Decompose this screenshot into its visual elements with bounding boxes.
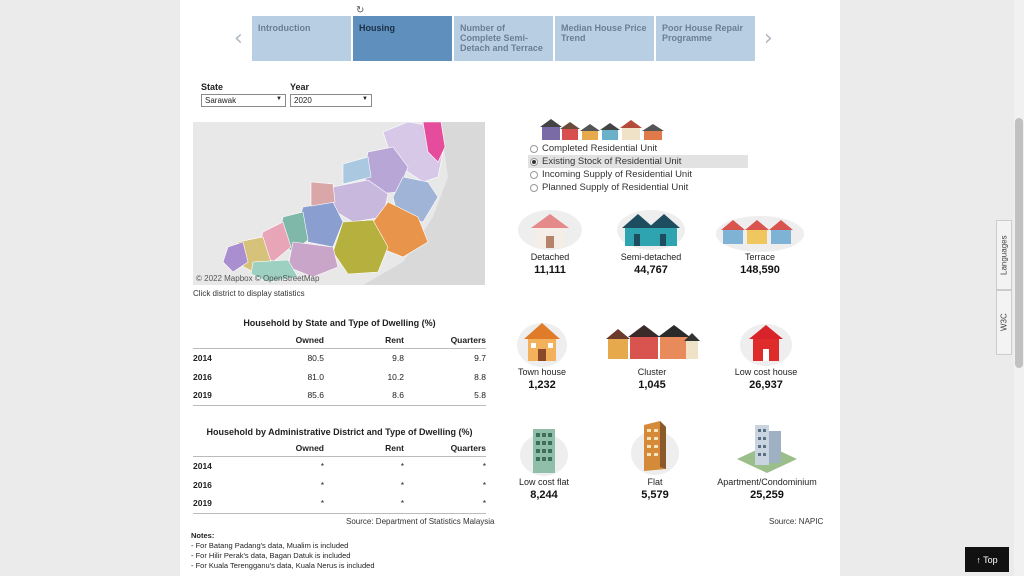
- radio-label: Incoming Supply of Residential Unit: [542, 169, 692, 180]
- table-cell: 85.6: [253, 386, 324, 405]
- radio-selected-icon: [530, 158, 538, 166]
- back-to-top-button[interactable]: ↑ Top: [965, 547, 1009, 572]
- table1-title: Household by State and Type of Dwelling (%): [243, 318, 436, 328]
- table-row: [193, 367, 486, 386]
- radio-icon: [530, 145, 538, 153]
- stat-flat: [600, 425, 710, 501]
- stat-value: 5,579: [641, 489, 669, 501]
- map-hint: Click district to display statistics: [193, 289, 305, 298]
- stat-semi-detached: [596, 200, 706, 276]
- radio-existing-stock[interactable]: [528, 155, 748, 168]
- table-cell: *: [482, 479, 486, 490]
- stat-value: 26,937: [749, 379, 783, 391]
- table-row: [193, 348, 486, 367]
- tab-bar: [252, 16, 755, 61]
- radio-completed[interactable]: [528, 142, 748, 155]
- state-label: State: [201, 82, 224, 92]
- note-line: - For Hilir Perak's data, Bagan Datuk is included: [191, 551, 351, 560]
- table-cell: 8.8: [474, 371, 486, 382]
- stat-name: Low cost house: [734, 367, 798, 377]
- detached-house-icon: [517, 204, 583, 252]
- terrace-house-icon: [715, 206, 805, 252]
- stat-value: 148,590: [740, 264, 780, 276]
- table-cell: 81.0: [307, 371, 324, 382]
- stat-name: Terrace: [744, 252, 775, 262]
- napic-source: Source: NAPIC: [769, 517, 824, 526]
- town-house-icon: [516, 315, 568, 367]
- stat-name: Apartment/Condominium: [717, 477, 817, 487]
- stat-name: Cluster: [637, 367, 667, 377]
- radio-label: Completed Residential Unit: [542, 143, 658, 154]
- unit-type-radio-group: [528, 142, 748, 194]
- next-arrow-icon[interactable]: ›: [764, 26, 773, 51]
- chevron-down-icon: ▼: [362, 96, 368, 102]
- table-cell: *: [253, 494, 324, 513]
- notes: [191, 531, 375, 571]
- tab-housing[interactable]: Housing: [353, 16, 452, 61]
- stat-value: 1,045: [638, 379, 666, 391]
- stat-value: 8,244: [530, 489, 558, 501]
- table-header: Owned: [253, 440, 324, 456]
- table-cell: 9.7: [474, 352, 486, 363]
- houses-banner-icon: [540, 118, 664, 140]
- dwelling-district-table: [193, 440, 486, 514]
- table-cell: 8.6: [324, 386, 404, 405]
- table-cell: 2014: [193, 460, 212, 471]
- radio-label: Existing Stock of Residential Unit: [542, 156, 682, 167]
- stat-low-cost-house: [711, 315, 821, 391]
- stat-name: Semi-detached: [620, 252, 682, 262]
- tab-introduction[interactable]: Introduction: [252, 16, 351, 61]
- stat-name: Low cost flat: [518, 477, 570, 487]
- table-header: [193, 332, 253, 348]
- stat-value: 1,232: [528, 379, 556, 391]
- scrollbar[interactable]: [1014, 0, 1024, 576]
- flat-icon: [630, 419, 680, 477]
- stat-value: 44,767: [634, 264, 668, 276]
- notes-title: Notes:: [191, 531, 215, 540]
- stat-name: Flat: [647, 477, 663, 487]
- table-header: [193, 440, 253, 456]
- chevron-down-icon: ▼: [276, 96, 282, 102]
- apartment-icon: [733, 421, 801, 477]
- radio-label: Planned Supply of Residential Unit: [542, 182, 689, 193]
- table-cell: *: [320, 460, 324, 471]
- year-select[interactable]: [290, 94, 372, 107]
- stat-name: Detached: [530, 252, 570, 262]
- semi-detached-house-icon: [616, 202, 686, 252]
- stat-value: 25,259: [750, 489, 784, 501]
- radio-icon: [530, 184, 538, 192]
- state-select[interactable]: [201, 94, 286, 107]
- year-label: Year: [290, 82, 310, 92]
- table-header: Rent: [324, 332, 404, 348]
- tab-poor-house-repair[interactable]: Poor House Repair Programme: [656, 16, 755, 61]
- table-header: Rent: [324, 440, 404, 456]
- table-cell: 2019: [193, 386, 253, 405]
- w3c-tab[interactable]: W3C: [996, 290, 1012, 355]
- table-row: [193, 456, 486, 475]
- sarawak-map[interactable]: [193, 122, 485, 285]
- radio-planned-supply[interactable]: [528, 181, 748, 194]
- table-row: [193, 494, 486, 513]
- table-cell: 10.2: [387, 371, 404, 382]
- stat-value: 11,111: [534, 264, 566, 276]
- table-cell: 80.5: [307, 352, 324, 363]
- stat-town-house: [487, 315, 597, 391]
- table-row: [193, 386, 486, 405]
- tab-complete-semi-detach-terrace[interactable]: Number of Complete Semi-Detach and Terrace: [454, 16, 553, 61]
- dwelling-state-table: [193, 332, 486, 406]
- table-header: Quarters: [404, 440, 486, 456]
- prev-arrow-icon[interactable]: ‹: [234, 26, 243, 51]
- table-cell: 5.8: [404, 386, 486, 405]
- district-map[interactable]: [193, 122, 485, 285]
- table-header: Quarters: [404, 332, 486, 348]
- cluster-house-icon: [602, 317, 702, 367]
- table-cell: 2019: [193, 494, 253, 513]
- table-cell: 9.8: [392, 352, 404, 363]
- table-cell: *: [400, 479, 404, 490]
- stat-terrace: [705, 200, 815, 276]
- table-cell: 2014: [193, 352, 212, 363]
- table-cell: *: [320, 479, 324, 490]
- state-select-value: Sarawak: [205, 96, 237, 105]
- tab-median-house-price[interactable]: Median House Price Trend: [555, 16, 654, 61]
- low-cost-house-icon: [739, 317, 793, 367]
- table2-title: Household by Administrative District and Type of Dwelling (%): [206, 427, 473, 437]
- stat-apartment: [712, 425, 822, 501]
- note-line: - For Batang Padang's data, Mualim is included: [191, 541, 349, 550]
- table-row: [193, 475, 486, 494]
- map-attribution: © 2022 Mapbox © OpenStreetMap: [196, 274, 320, 283]
- stat-cluster: [597, 315, 707, 391]
- radio-incoming-supply[interactable]: [528, 168, 748, 181]
- reload-icon[interactable]: ↻: [356, 5, 365, 16]
- note-line: - For Kuala Terengganu's data, Kuala Nerus is included: [191, 561, 375, 570]
- year-select-value: 2020: [294, 96, 312, 105]
- radio-icon: [530, 171, 538, 179]
- languages-tab[interactable]: Languages: [996, 220, 1012, 290]
- table-cell: 2016: [193, 371, 212, 382]
- scrollbar-thumb[interactable]: [1015, 118, 1023, 368]
- table-cell: *: [324, 494, 404, 513]
- low-cost-flat-icon: [519, 425, 569, 477]
- table-cell: *: [404, 494, 486, 513]
- stat-detached: [495, 200, 605, 276]
- dosm-source: Source: Department of Statistics Malaysia: [346, 517, 495, 526]
- stat-low-cost-flat: [489, 425, 599, 501]
- table-cell: 2016: [193, 479, 212, 490]
- table-cell: *: [482, 460, 486, 471]
- table-cell: *: [400, 460, 404, 471]
- table-header: Owned: [253, 332, 324, 348]
- stat-name: Town house: [517, 367, 567, 377]
